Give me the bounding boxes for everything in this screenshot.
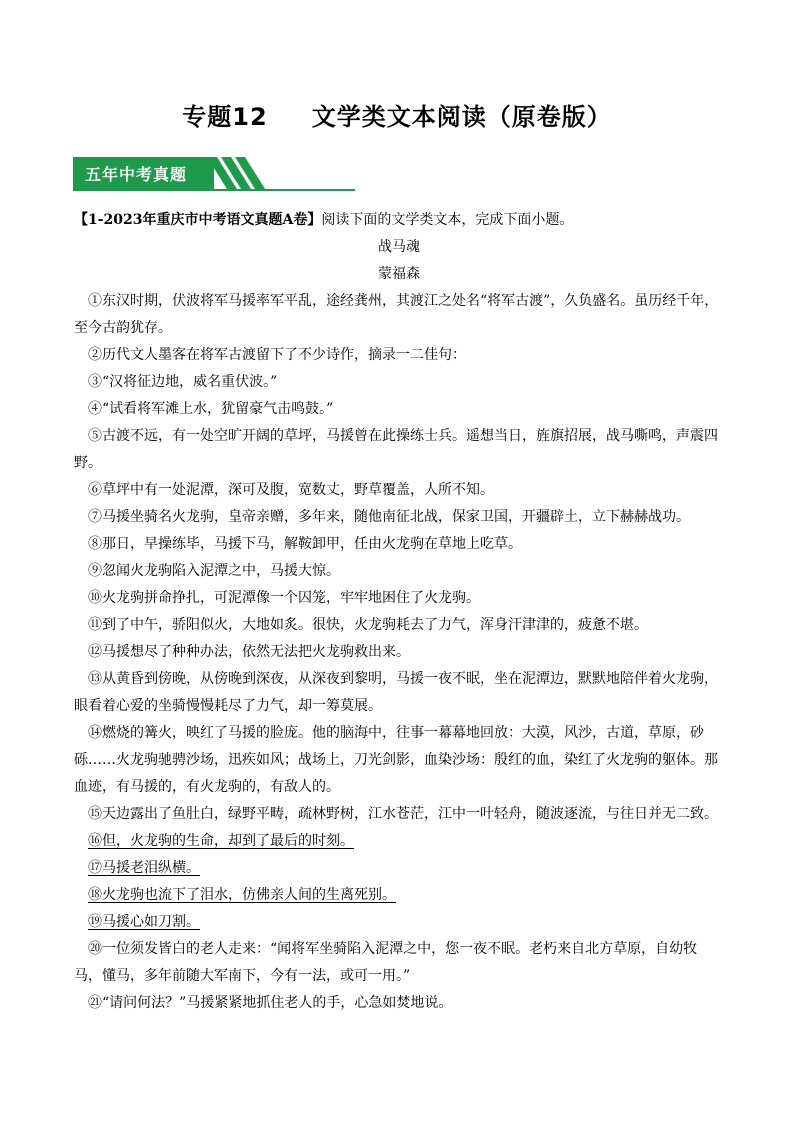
question-intro xyxy=(74,207,724,234)
article-paragraph: ⑧那日，早操练毕，马援下马，解鞍卸甲，任由火龙驹在草地上吃草。 xyxy=(88,536,522,552)
article-paragraph: ①东汉时期，伏波将军马援率军平乱，途经龚州，其渡江之处名“将军古渡”，久负盛名。虽历经千年，至今古韵犹存。 xyxy=(74,293,719,336)
article-paragraph: ⑪到了中午，骄阳似火，大地如炙。很快，火龙驹耗去了力气，浑身汗津津的，疲惫不堪。 xyxy=(88,617,648,633)
title-topic-number: 专题12 xyxy=(182,103,268,131)
article-paragraph-underlined xyxy=(74,882,724,909)
article-paragraph: ⑭燃烧的篝火，映红了马援的脸庞。他的脑海中，往事一幕幕地回放：大漠，风沙，古道，草原，砂砾……火龙驹驰骋沙场，迅疾如风；战场上，刀光剑影，血染沙场：殷红的血，染红了火龙驹的躯体。那血迹，有马援的，有火龙驹的，有敌人的。 xyxy=(74,725,718,795)
underlined-text: ⑱火龙驹也流下了泪水，仿佛亲人间的生离死别。 xyxy=(88,887,396,903)
banner-underline xyxy=(73,189,355,191)
reading-content xyxy=(74,207,724,1017)
banner-label: 五年中考真题 xyxy=(85,165,188,184)
article-paragraph: ⑦马援坐骑名火龙驹，皇帝亲赠，多年来，随他南征北战，保家卫国，开疆辟土，立下赫赫战功。 xyxy=(88,509,690,525)
article-author: 蒙福森 xyxy=(378,266,420,282)
question-instruction: 阅读下面的文学类文本，完成下面小题。 xyxy=(321,212,574,228)
section-banner xyxy=(73,157,355,191)
article-paragraph: ④“试看将军滩上水，犹留豪气击鸣鼓。” xyxy=(88,401,334,417)
article-paragraph-underlined xyxy=(74,855,724,882)
article-paragraph: ⑩火龙驹拼命挣扎，可泥潭像一个囚笼，牢牢地困住了火龙驹。 xyxy=(88,590,480,606)
article-title: 战马魂 xyxy=(378,239,420,255)
underlined-text: ⑯但，火龙驹的生命，却到了最后的时刻。 xyxy=(88,833,354,849)
article-paragraph: ⑤古渡不远，有一处空旷开阔的草坪，马援曾在此操练士兵。遥想当日，旌旗招展，战马嘶鸣，声震四野。 xyxy=(74,428,718,471)
article-paragraph: ⑨忽闻火龙驹陷入泥潭之中，马援大惊。 xyxy=(88,563,340,579)
article-paragraph-underlined xyxy=(74,909,724,936)
title-topic-name: 文学类文本阅读（原卷版） xyxy=(311,103,612,131)
underlined-text: ⑲马援心如刀割。 xyxy=(88,914,200,930)
article-paragraph: ⑥草坪中有一处泥潭，深可及腹，宽数丈，野草覆盖，人所不知。 xyxy=(88,482,494,498)
document-title xyxy=(0,97,794,132)
article-paragraph: ②历代文人墨客在将军古渡留下了不少诗作，摘录一二佳句： xyxy=(88,347,466,363)
question-source: 【1-2023年重庆市中考语文真题A卷】 xyxy=(74,212,322,228)
article-paragraph: ⑳一位须发皆白的老人走来：“闻将军坐骑陷入泥潭之中，您一夜不眠。老朽来自北方草原，自幼牧马，懂马，多年前随大军南下，今有一法，或可一用。” xyxy=(74,941,698,984)
banner-stripes-icon xyxy=(207,157,277,189)
article-paragraph: ③“汉将征边地，威名重伏波。” xyxy=(88,374,278,390)
underlined-text: ⑰马援老泪纵横。 xyxy=(88,860,200,876)
article-paragraph: ⑮天边露出了鱼肚白，绿野平畴，疏林野树，江水苍茫，江中一叶轻舟，随波逐流，与往日并无二致。 xyxy=(88,806,718,822)
article-paragraph: ⑬从黄昏到傍晚，从傍晚到深夜，从深夜到黎明，马援一夜不眠，坐在泥潭边，默默地陪伴着火龙驹，眼看着心爱的坐骑慢慢耗尽了力气，却一筹莫展。 xyxy=(74,671,718,714)
article-paragraph: ⑫马援想尽了种种办法，依然无法把火龙驹救出来。 xyxy=(88,644,410,660)
article-paragraph-underlined xyxy=(74,828,724,855)
article-paragraph: ㉑“请问何法？”马援紧紧地抓住老人的手，心急如焚地说。 xyxy=(88,995,453,1011)
